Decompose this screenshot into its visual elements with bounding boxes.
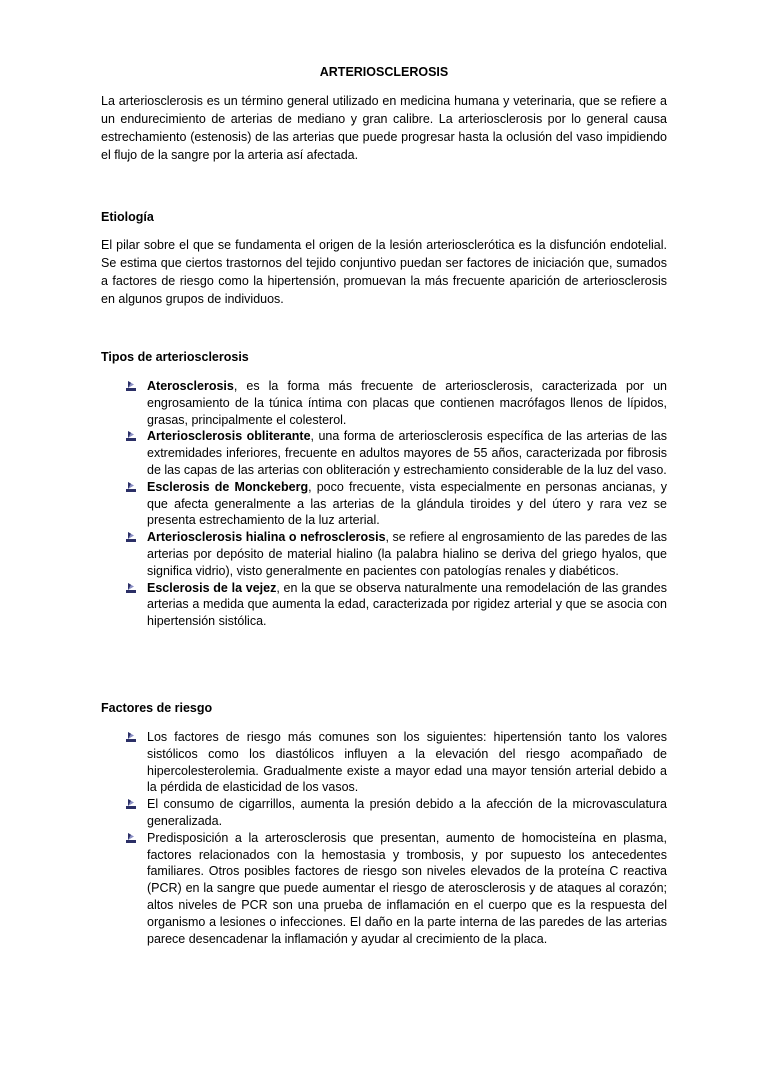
factor-text: Los factores de riesgo más comunes son los siguientes: hipertensión tanto los valores sistólicos como los diastólicos influyen a la elevación del riesgo acompañado de hipercolesterolemia. Gradualmente existe a mayor edad una mayor tensión arterial debido a la pérdida de elasticidad de los vasos.: [147, 730, 667, 795]
list-item: [101, 479, 667, 529]
tipo-text: , en la que se observa naturalmente una remodelación de las grandes arterias a medida que aumenta la edad, caracterizada por rigidez arterial y que se asocia con hipertensión sistólica.: [147, 580, 667, 629]
list-item: [101, 729, 667, 796]
list-item: [101, 796, 667, 830]
tipos-heading: Tipos de arteriosclerosis: [101, 350, 249, 364]
factor-text: El consumo de cigarrillos, aumenta la presión debido a la afección de la microvasculatura generalizada.: [147, 797, 667, 828]
arrow-bullet-icon: [125, 731, 137, 743]
factores-heading: Factores de riesgo: [101, 701, 213, 715]
factor-text: Predisposición a la arterosclerosis que presentan, aumento de homocisteína en plasma, factores relacionados con la hemostasia y trombosis, y por supuesto los antecedentes familiares. Otros posibles factores de riesgo son niveles elevados de la proteína C reactiva (PCR) en la sangre que puede aumentar el riesgo de aterosclerosis y de ataques al corazón; altos niveles de PCR son una prueba de inflamación en el cuerpo que es la respuesta del organismo a lesiones o infecciones. El daño en la parte interna de las paredes de las arterias parece desencadenar la inflamación y ayudar al crecimiento de la placa.: [147, 830, 667, 946]
list-item: [101, 529, 667, 579]
tipo-term: Esclerosis de Monckeberg: [147, 479, 309, 494]
list-item: [101, 378, 667, 428]
tipo-text: , poco frecuente, vista especialmente en personas ancianas, y que afecta generalmente a las arterias de la glándula tiroides y del útero y rara vez se presenta estrechamiento de la luz arterial.: [147, 479, 667, 528]
tipo-term: Aterosclerosis: [147, 379, 234, 393]
arrow-bullet-icon: [125, 531, 137, 543]
etiologia-heading: Etiología: [101, 210, 154, 224]
list-item: [101, 580, 667, 630]
tipo-text: , es la forma más frecuente de arteriosclerosis, caracterizada por un engrosamiento de la túnica íntima con placas que contienen macrófagos llenos de lípidos, grasas, principalmente el colesterol.: [147, 379, 667, 427]
intro-paragraph: La arteriosclerosis es un término general utilizado en medicina humana y veterinaria, que se refiere a un endurecimiento de arterias de mediano y gran calibre. La arteriosclerosis por lo general causa estrechamiento (estenosis) de las arterias que puede progresar hasta la oclusión del vaso impidiendo el flujo de la sangre por la arteria así afectada.: [101, 94, 667, 162]
tipos-list: [101, 378, 667, 630]
arrow-bullet-icon: [125, 430, 137, 442]
tipo-text: , se refiere al engrosamiento de las paredes de las arterias por depósito de material hialino (la palabra hialino se deriva del griego hyalos, que significa vidrio), visto generalmente en pacientes con patologías renales y diabéticos.: [147, 530, 667, 578]
tipo-term: Arteriosclerosis obliterante: [147, 429, 311, 444]
tipo-text: , una forma de arteriosclerosis específica de las arterias de las extremidades inferiores, frecuente en adultos mayores de 55 años, caracterizada por fibrosis de las capas de las arterias con obliteración y estrechamiento considerable de la luz del vaso.: [147, 429, 667, 477]
arrow-bullet-icon: [125, 798, 137, 810]
factores-list: [101, 729, 667, 947]
document-title: ARTERIOSCLEROSIS: [319, 65, 449, 79]
arrow-bullet-icon: [125, 380, 137, 392]
tipo-term: Arteriosclerosis hialina o nefrosclerosis: [147, 530, 386, 545]
list-item: [101, 830, 667, 948]
arrow-bullet-icon: [125, 481, 137, 493]
arrow-bullet-icon: [125, 832, 137, 844]
etiologia-paragraph: El pilar sobre el que se fundamenta el origen de la lesión arteriosclerótica es la disfunción endotelial. Se estima que ciertos trastornos del tejido conjuntivo puedan ser factores de iniciación que, sumados a factores de riesgo como la hipertensión, promuevan la más frecuente aparición de arteriosclerosis en algunos grupos de individuos.: [101, 238, 667, 306]
tipo-term: Esclerosis de la vejez: [147, 580, 277, 595]
arrow-bullet-icon: [125, 582, 137, 594]
list-item: [101, 428, 667, 478]
